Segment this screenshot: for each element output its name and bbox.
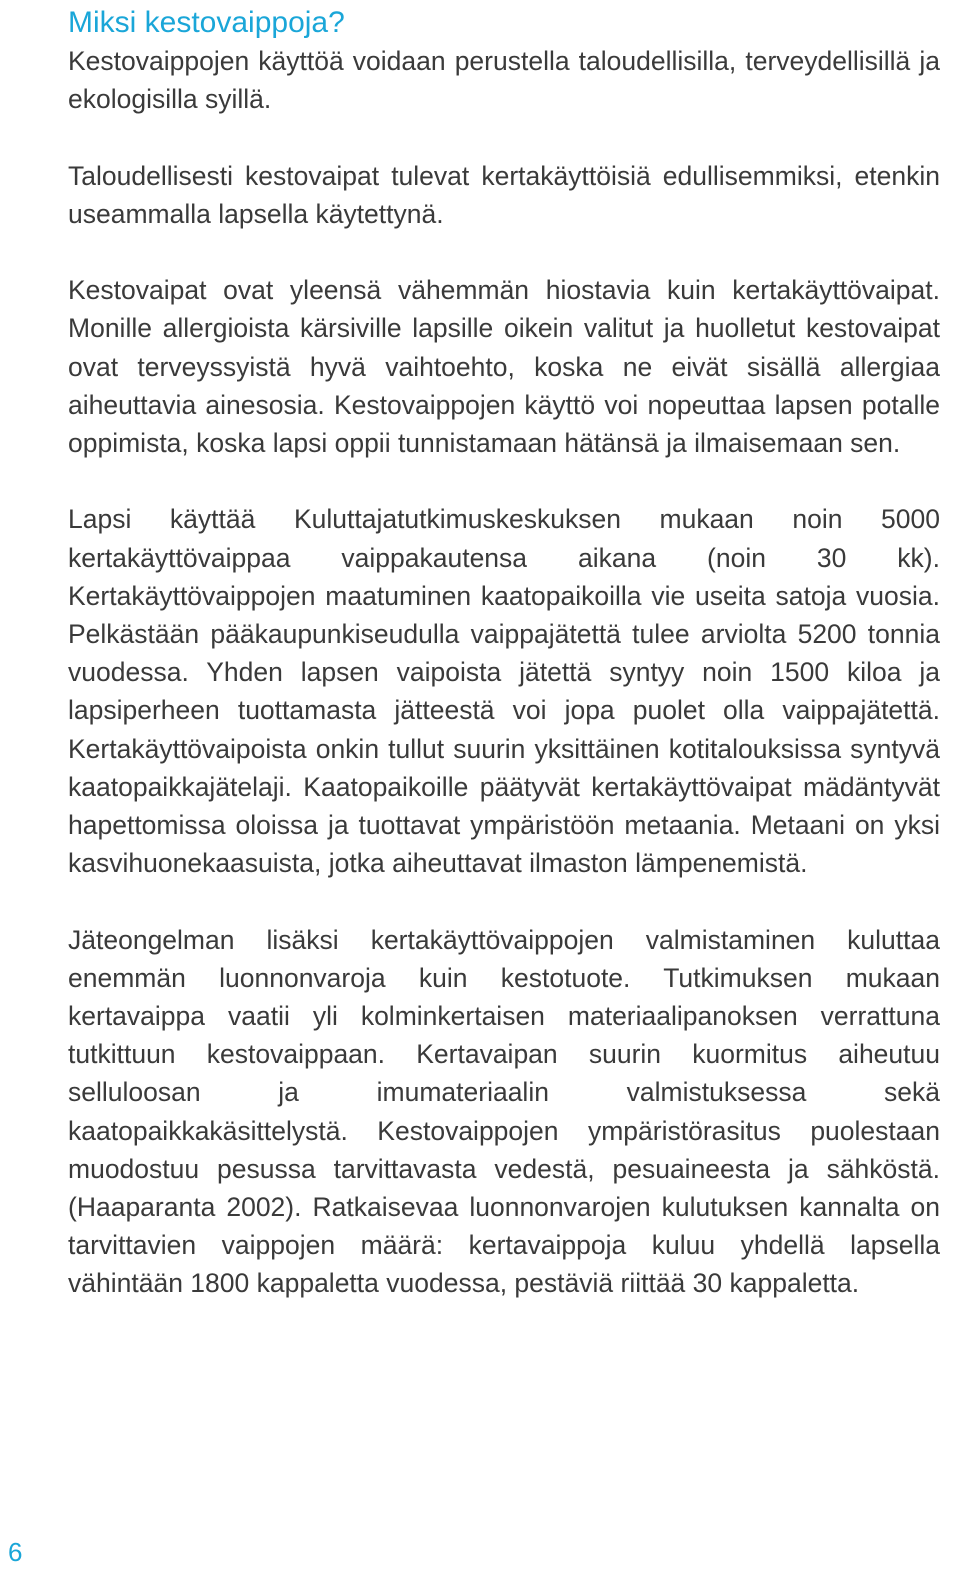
paragraph-economic: Taloudellisesti kestovaipat tulevat kertakäyttöisiä edullisemmiksi, etenkin useammalla lapsella käytettynä. (68, 160, 940, 229)
paragraph-health: Kestovaipat ovat yleensä vähemmän hiostavia kuin kertakäyttövaipat. Monille allergioista kärsiville lapsille oikein valitut ja huolletut kestovaipat ovat terveyssyistä hyvä vaihtoehto, koska ne eivät sisällä allergiaa aiheuttavia ainesosia. Kestovaippojen käyttö voi nopeuttaa lapsen potalle oppimista, koska lapsi oppii tunnistamaan hätänsä ja ilmaisemaan sen. (68, 275, 940, 458)
paragraph-intro: Kestovaippojen käyttöä voidaan perustella taloudellisilla, terveydellisillä ja ekologisilla syillä. (68, 46, 940, 115)
page-number: 6 (8, 1537, 23, 1567)
paragraph-resources: Jäteongelman lisäksi kertakäyttövaippojen valmistaminen kuluttaa enemmän luonnonvaroja kuin kestotuote. Tutkimuksen mukaan kertavaippa vaatii yli kolminkertaisen materiaalipanoksen verrattuna tutkittuun kestovaippaan. Kertavaipan suurin kuormitus aiheutuu selluloosan ja imumateriaalin valmistuksessa sekä kaatopaikkakäsittelystä. Kestovaippojen ympäristörasitus puolestaan muodostuu pesussa tarvittavasta vedestä, pesuaineesta ja sähköstä. (Haaparanta 2002). Ratkaisevaa luonnonvarojen kulutuksen kannalta on tarvittavien vaippojen määrä: kertavaippoja kuluu yhdellä lapsella vähintään 1800 kappaletta vuodessa, pestäviä riittää 30 kappaletta. (68, 924, 940, 1299)
paragraph-waste: Lapsi käyttää Kuluttajatutkimuskeskuksen mukaan noin 5000 kertakäyttövaippaa vaippakautensa aikana (noin 30 kk). Kertakäyttövaippojen maatuminen kaatopaikoilla vie useita satoja vuosia. Pelkästään pääkaupunkiseudulla vaippajätettä tulee arviolta 5200 tonnia vuodessa. Yhden lapsen vaipoista jätettä syntyy noin 1500 kiloa ja lapsiperheen tuottamasta jätteestä voi jopa puolet olla vaippajätettä. Kertakäyttövaipoista onkin tullut suurin yksittäinen kotitalouksissa syntyvä kaatopaikkajätelaji. Kaatopaikoille päätyvät kertakäyttövaipat mädäntyvät hapettomissa oloissa ja tuottavat ympäristöön metaania. Metaani on yksi kasvihuonekaasuista, jotka aiheuttavat ilmaston lämpenemistä. (68, 504, 940, 879)
page-title: Miksi kestovaippoja? (68, 6, 345, 39)
document-page (68, 0, 940, 1303)
